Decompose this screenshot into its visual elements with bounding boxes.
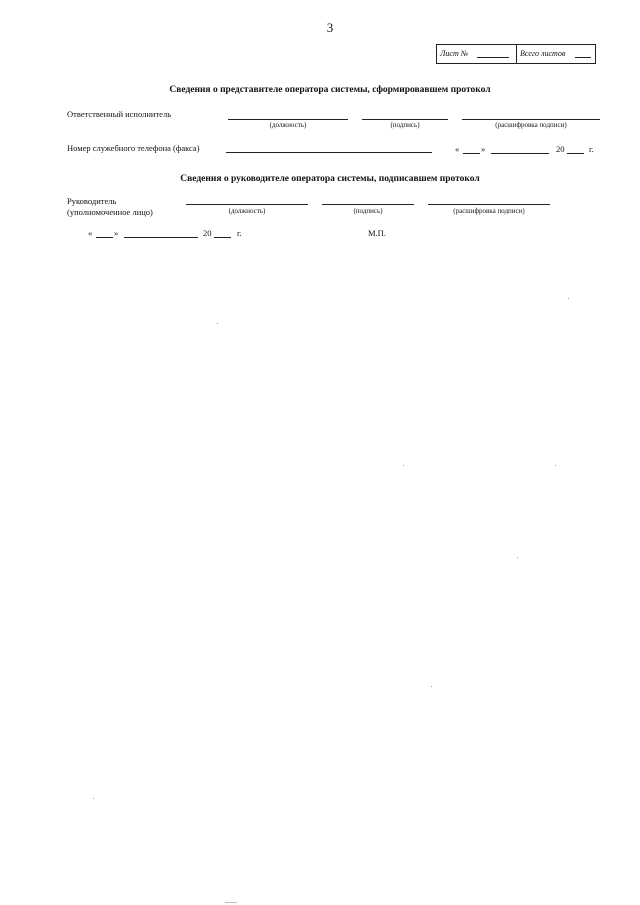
responsible-decoding-line[interactable]	[462, 119, 600, 120]
responsible-signature-caption: (подпись)	[390, 121, 420, 129]
section2-date-close-quote: »	[114, 228, 119, 238]
scan-speck	[403, 465, 404, 466]
section1-date-day-line[interactable]	[463, 153, 480, 154]
head-decoding-line[interactable]	[428, 204, 550, 205]
responsible-position-line[interactable]	[228, 119, 348, 120]
scan-speck	[568, 298, 569, 299]
section1-heading: Сведения о представителе оператора системы, сформировавшем протокол	[169, 85, 491, 95]
section1-date-year-line[interactable]	[567, 153, 584, 154]
responsible-label: Ответственный исполнитель	[67, 109, 172, 119]
section2-date-year-suffix: г.	[237, 228, 242, 238]
scan-speck	[555, 465, 556, 466]
sheet-number-label: Лист №	[440, 49, 469, 58]
scan-speck	[431, 686, 432, 687]
section2-date-open-quote: «	[88, 228, 93, 238]
responsible-signature-line[interactable]	[362, 119, 448, 120]
head-signature-caption: (подпись)	[353, 207, 383, 215]
total-sheets-cell	[517, 45, 595, 63]
stamp-place-label: М.П.	[368, 228, 386, 238]
phone-label: Номер служебного телефона (факса)	[67, 143, 200, 153]
section1-date-open-quote: «	[455, 144, 460, 154]
head-position-caption: (должность)	[228, 207, 266, 215]
scan-speck	[517, 557, 518, 558]
responsible-decoding-caption: (расшифровка подписи)	[495, 121, 567, 129]
section2-date-day-line[interactable]	[96, 237, 113, 238]
head-signature-line[interactable]	[322, 204, 414, 205]
section2-date-month-line[interactable]	[124, 237, 198, 238]
section2-heading: Сведения о руководителе оператора системы, подписавшем протокол	[180, 174, 480, 184]
head-position-line[interactable]	[186, 204, 308, 205]
phone-line[interactable]	[226, 152, 432, 153]
scan-speck	[93, 798, 94, 799]
responsible-position-caption: (должность)	[269, 121, 307, 129]
section1-date-year-suffix: г.	[589, 144, 594, 154]
section1-date-close-quote: »	[481, 144, 486, 154]
section2-date-year-prefix: 20	[203, 228, 212, 238]
section1-date-month-line[interactable]	[491, 153, 549, 154]
sheet-number-box	[436, 44, 596, 64]
scan-speck	[217, 323, 218, 324]
section1-date-year-prefix: 20	[556, 144, 565, 154]
total-sheets-blank[interactable]	[575, 57, 591, 58]
page-number: 3	[326, 20, 334, 35]
sheet-number-blank[interactable]	[477, 57, 509, 58]
total-sheets-label: Всего листов	[520, 49, 566, 58]
scan-speck	[225, 902, 237, 903]
head-label-line1: Руководитель	[67, 196, 117, 206]
head-decoding-caption: (расшифровка подписи)	[453, 207, 525, 215]
sheet-number-cell	[437, 45, 517, 63]
section2-date-year-line[interactable]	[214, 237, 231, 238]
head-label-line2: (уполномоченное лицо)	[67, 207, 153, 217]
